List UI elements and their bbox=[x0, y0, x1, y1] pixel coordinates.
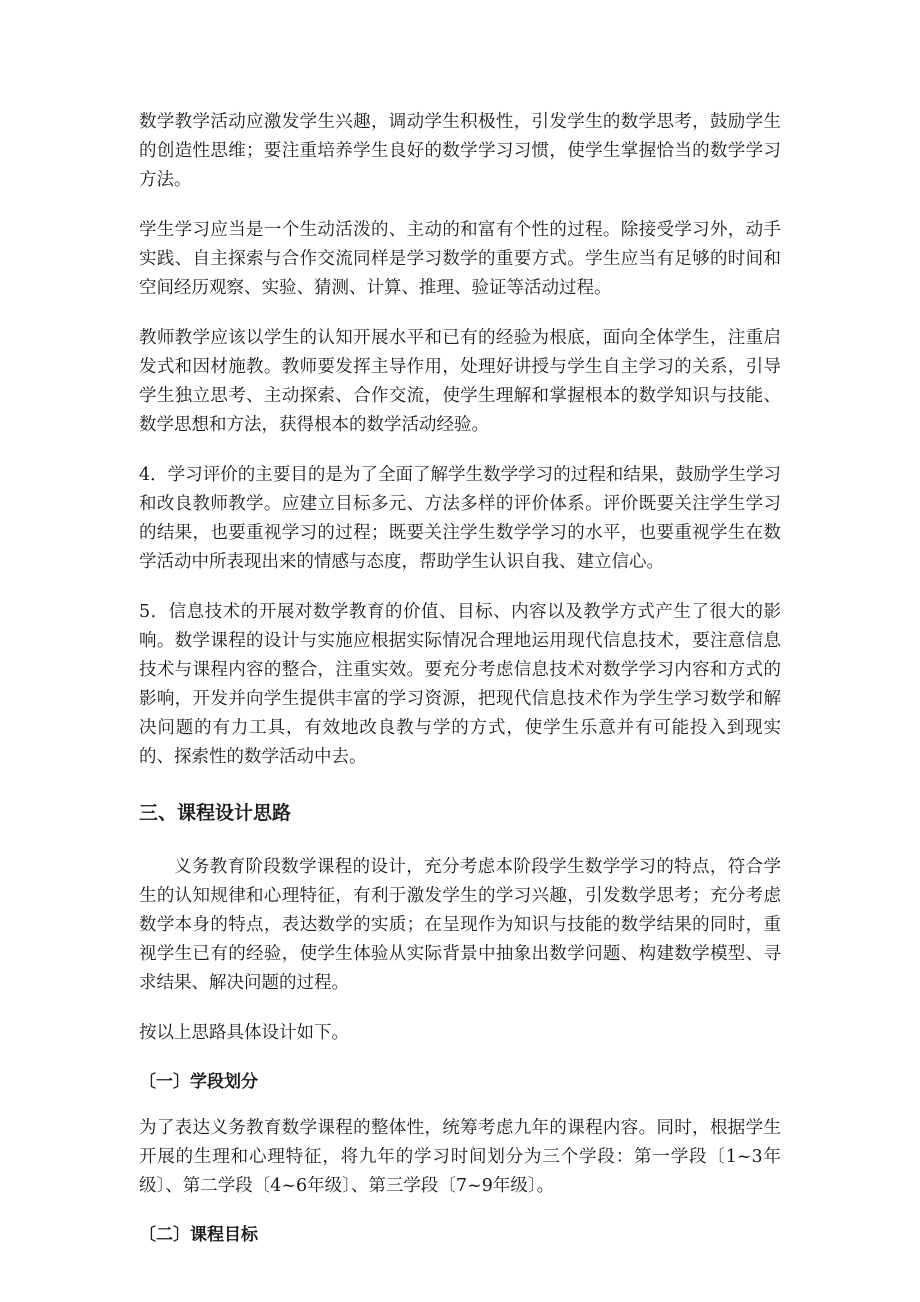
subheading-course-goals: 〔二〕课程目标 bbox=[139, 1225, 258, 1245]
paragraph-teaching-activity: 数学教学活动应激发学生兴趣，调动学生积极性，引发学生的数学思考，鼓励学生的创造性思维；要注重培养学生良好的数学学习习惯，使学生掌握恰当的数学学习方法。 bbox=[139, 112, 781, 190]
section-heading: 三、课程设计思路 bbox=[139, 802, 292, 824]
document-page bbox=[139, 108, 781, 1249]
subheading-stage-division: 〔一〕学段划分 bbox=[139, 1072, 258, 1092]
paragraph-evaluation: 4．学习评价的主要目的是为了全面了解学生数学学习的过程和结果，鼓励学生学习和改良教师教学。应建立目标多元、方法多样的评价体系。评价既要关注学生学习的结果，也要重视学习的过程；既要关注学生数学学习的水平，也要重视学生在数学活动中所表现出来的情感与态度，帮助学生认识自我、建立信心。 bbox=[139, 465, 781, 572]
paragraph-section-intro: 义务教育阶段数学课程的设计，充分考虑本阶段学生数学学习的特点，符合学生的认知规律和心理特征，有利于激发学生的学习兴趣，引发数学思考；充分考虑数学本身的特点，表达数学的实质；在呈现作为知识与技能的数学结果的同时，重视学生已有的经验，使学生体验从实际背景中抽象出数学问题、构建数学模型、寻求结果、解决问题的过程。 bbox=[139, 857, 781, 993]
paragraph-teacher-teaching: 教师教学应该以学生的认知开展水平和已有的经验为根底，面向全体学生，注重启发式和因材施教。教师要发挥主导作用，处理好讲授与学生自主学习的关系，引导学生独立思考、主动探索、合作交流，使学生理解和掌握根本的数学知识与技能、数学思想和方法，获得根本的数学活动经验。 bbox=[139, 328, 781, 435]
paragraph-info-tech: 5．信息技术的开展对数学教育的价值、目标、内容以及教学方式产生了很大的影响。数学课程的设计与实施应根据实际情况合理地运用现代信息技术，要注意信息技术与课程内容的整合，注重实效。要充分考虑信息技术对数学学习内容和方式的影响，开发并向学生提供丰富的学习资源，把现代信息技术作为学生学习数学和解决问题的有力工具，有效地改良教与学的方式，使学生乐意并有可能投入到现实的、探索性的数学活动中去。 bbox=[139, 602, 781, 767]
paragraph-section-lead: 按以上思路具体设计如下。 bbox=[139, 1023, 349, 1043]
paragraph-stage-division: 为了表达义务教育数学课程的整体性，统筹考虑九年的课程内容。同时，根据学生开展的生理和心理特征，将九年的学习时间划分为三个学段：第一学段〔1~3年级〕、第二学段〔4~6年级〕、第三学段〔7~9年级〕。 bbox=[139, 1118, 781, 1196]
paragraph-student-learning: 学生学习应当是一个生动活泼的、主动的和富有个性的过程。除接受学习外，动手实践、自主探索与合作交流同样是学习数学的重要方式。学生应当有足够的时间和空间经历观察、实验、猜测、计算、推理、验证等活动过程。 bbox=[139, 220, 781, 298]
